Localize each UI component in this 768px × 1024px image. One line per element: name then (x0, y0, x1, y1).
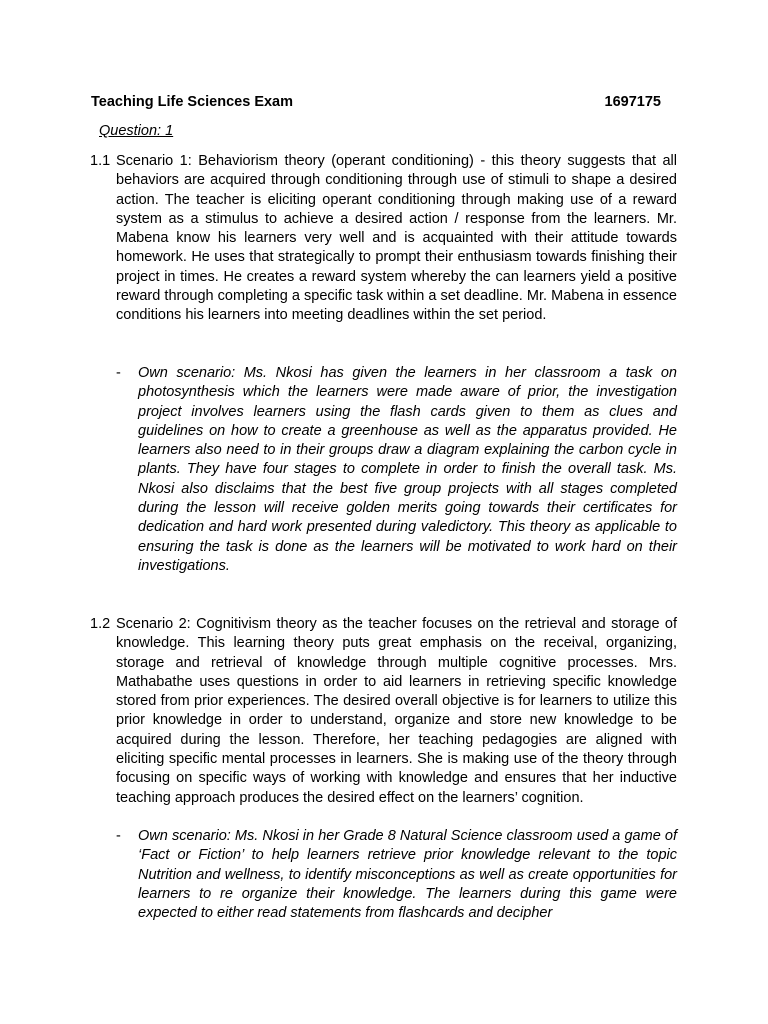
section-1-1 (90, 152, 677, 326)
section-number: 1.2 (90, 616, 111, 632)
own-scenario-paragraph: Own scenario: Ms. Nkosi has given the learners in her classroom a task on photosynthesis which the learners were made aware of prior, the investigation project involves learners using the flash cards given to them as clues and guidelines on how to create a greenhouse as well as the apparatus provided. He learners also need to in their groups draw a diagram explaining the carbon cycle in plants. They have four stages to complete in order to finish the overall task. Ms. Nkosi also disclaims that the best five group projects with all stages completed during the lesson will receive golden merits going towards their certificates for dedication and hard work presented during valedictory. This theory as applicable to ensuring the task is done as the learners will be motivated to work hard on their investigations. (138, 365, 677, 574)
list-dash: - (116, 365, 121, 381)
section-paragraph: Scenario 1: Behaviorism theory (operant conditioning) - this theory suggests that all behaviors are acquired through conditioning through use of stimuli to shape a desired action. The teacher is eliciting operant conditioning through making use of a reward system as a stimulus to achieve a desired action / response from the learners. Mr. Mabena know his learners very well and is acquainted with their attitude towards homework. He uses that strategically to prompt their enthusiasm towards finishing their project in times. He creates a reward system whereby the can learners yield a positive reward through completing a specific task within a set deadline. Mr. Mabena in essence conditions his learners into meeting deadlines within the set period. (116, 153, 677, 324)
student-number: 1697175 (604, 94, 661, 110)
document-title: Teaching Life Sciences Exam (91, 94, 294, 110)
section-1-2 (90, 615, 677, 808)
section-1-2-own-scenario (116, 827, 677, 923)
list-dash: - (116, 828, 121, 844)
own-scenario-paragraph: Own scenario: Ms. Nkosi in her Grade 8 Natural Science classroom used a game of ‘Fact or Fiction’ to help learners retrieve prior knowledge relevant to the topic Nutrition and wellness, to identify misconceptions as well as create opportunities for learners to re organize their knowledge. The learners during this game were expected to either read statements from flashcards and decipher (138, 828, 677, 922)
section-1-1-own-scenario (116, 364, 677, 576)
section-paragraph: Scenario 2: Cognitivism theory as the teacher focuses on the retrieval and storage of knowledge. This learning theory puts great emphasis on the receival, organizing, storage and retrieval of knowledge through multiple cognitive processes. Mrs. Mathabathe uses questions in order to aid learners in retrieving specific knowledge stored from prior experiences. The desired overall objective is for learners to utilize this prior knowledge in order to understand, organize and store new knowledge to be acquired during the lesson. Therefore, her teaching pedagogies are aligned with eliciting specific mental processes in learners. She is making use of the theory through focusing on specific ways of working with knowledge and ensures that her inductive teaching approach produces the desired effect on the learners’ cognition. (116, 616, 677, 806)
question-heading: Question: 1 (99, 123, 174, 139)
section-number: 1.1 (90, 153, 111, 169)
